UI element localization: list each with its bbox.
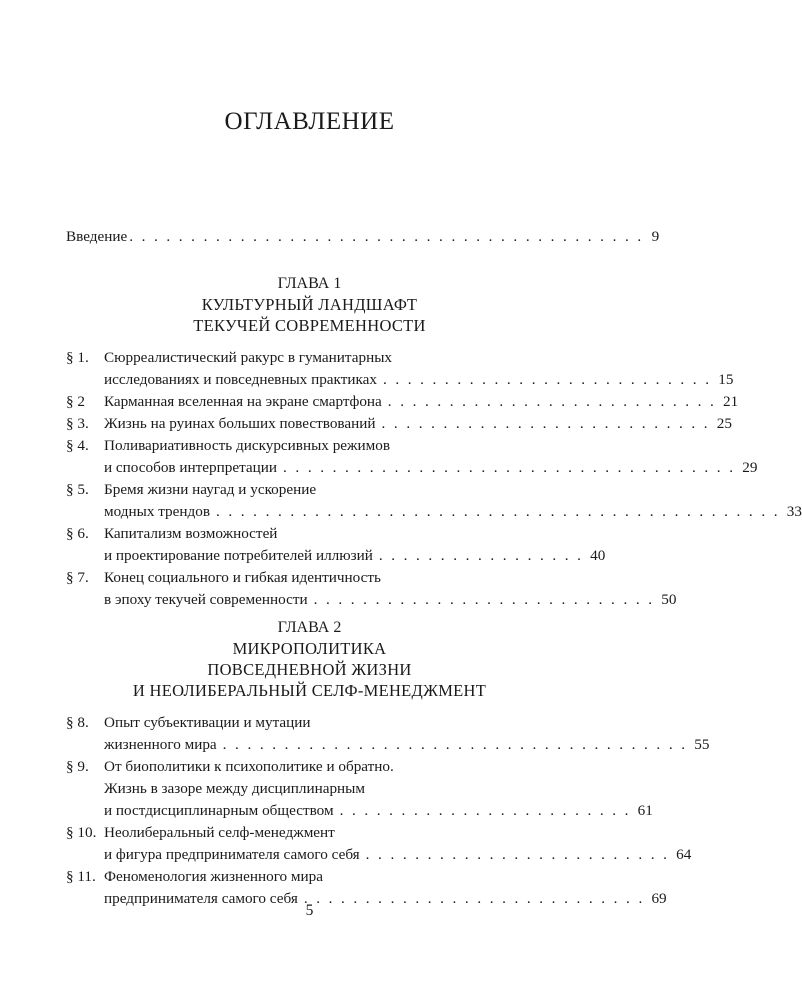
section-title-line: и постдисциплинарным обществом bbox=[104, 802, 334, 819]
section-title-line: в эпоху текучей современности bbox=[104, 591, 308, 608]
page-title: ОГЛАВЛЕНИЕ bbox=[224, 108, 395, 135]
section-number: § 7. bbox=[66, 569, 89, 586]
section-page: 40 bbox=[590, 547, 606, 564]
section-title-line: Капитализм возможностей bbox=[104, 525, 278, 542]
section-number: § 2 bbox=[66, 393, 85, 410]
chapter-heading bbox=[0, 274, 619, 336]
section-title-line: Феноменология жизненного мира bbox=[104, 868, 324, 885]
section-page: 33 bbox=[786, 503, 802, 520]
toc-leader-dots: . . . . . . . . . . . . . . . . . . . . . . . . . bbox=[365, 846, 670, 863]
section-number: § 5. bbox=[66, 481, 89, 498]
toc-leader-dots: . . . . . . . . . . . . . . . . . . . . . . . . . . . bbox=[382, 371, 712, 388]
toc-entry-text: Введение bbox=[66, 228, 128, 245]
section-page: 64 bbox=[676, 846, 692, 863]
section-title-line: Жизнь на руинах больших повествований bbox=[104, 415, 376, 432]
chapter-title-line: КУЛЬТУРНЫЙ ЛАНДШАФТ bbox=[201, 295, 418, 314]
toc-entry-intro bbox=[66, 226, 660, 248]
toc-leader-dots: . . . . . . . . . . . . . . . . . . . . . . . . . . . . bbox=[313, 591, 655, 608]
section-title-line: исследованиях и повседневных практиках bbox=[104, 371, 377, 388]
section-title-line: жизненного мира bbox=[104, 736, 217, 753]
toc-leader-dots: . . . . . . . . . . . . . . . . . . . . . . . . . . . . . . . . . . . . . bbox=[283, 459, 736, 476]
section-number: § 6. bbox=[66, 525, 89, 542]
section-page: 50 bbox=[661, 591, 677, 608]
section-number: § 11. bbox=[66, 868, 96, 885]
section-number: § 8. bbox=[66, 714, 89, 731]
section-title-line: Опыт субъективации и мутации bbox=[104, 714, 311, 731]
section-title-line: и фигура предпринимателя самого себя bbox=[104, 846, 360, 863]
section-page: 55 bbox=[694, 736, 710, 753]
section-page: 25 bbox=[716, 415, 732, 432]
section-page: 15 bbox=[718, 371, 734, 388]
section-title-line: Жизнь в зазоре между дисциплинарным bbox=[104, 780, 365, 797]
toc-leader-dots: . . . . . . . . . . . . . . . . . bbox=[378, 547, 584, 564]
section-page: 21 bbox=[723, 393, 739, 410]
section-title-line: и проектирование потребителей иллюзий bbox=[104, 547, 373, 564]
section-title-line: От биополитики к психополитике и обратно. bbox=[104, 758, 394, 775]
section-title-line: предпринимателя самого себя bbox=[104, 890, 298, 907]
section-title-line: Поливариативность дискурсивных режимов bbox=[104, 437, 391, 454]
section-title-line: Карманная вселенная на экране смартфона bbox=[104, 393, 382, 410]
section-page: 69 bbox=[651, 890, 667, 907]
section-number: § 3. bbox=[66, 415, 89, 432]
page-number: 5 bbox=[305, 902, 314, 919]
section-title-line: Бремя жизни наугад и ускорение bbox=[104, 481, 317, 498]
section-number: § 4. bbox=[66, 437, 89, 454]
section-title-line: модных трендов bbox=[104, 503, 210, 520]
chapter-label: ГЛАВА 1 bbox=[277, 275, 342, 292]
section-title-line: Конец социального и гибкая идентичность bbox=[104, 569, 381, 586]
toc-leader-dots: . . . . . . . . . . . . . . . . . . . . . . . . . . . . bbox=[303, 890, 645, 907]
section-number: § 10. bbox=[66, 824, 97, 841]
chapter-title-line: И НЕОЛИБЕРАЛЬНЫЙ СЕЛФ-МЕНЕДЖМЕНТ bbox=[132, 681, 487, 700]
section-page: 61 bbox=[637, 802, 653, 819]
section-title-line: и способов интерпретации bbox=[104, 459, 278, 476]
toc-leader-dots: . . . . . . . . . . . . . . . . . . . . . . . . . . . . . . . . . . . . . . . . . . . . . . bbox=[216, 503, 780, 520]
chapter-label: ГЛАВА 2 bbox=[277, 619, 342, 636]
section-number: § 9. bbox=[66, 758, 89, 775]
section-page: 29 bbox=[742, 459, 758, 476]
toc-leader-dots: . . . . . . . . . . . . . . . . . . . . . . . . . . . . . . . . . . . . . . bbox=[222, 736, 688, 753]
section-title-line: Неолиберальный селф-менеджмент bbox=[104, 824, 335, 841]
chapter-heading bbox=[0, 618, 619, 701]
toc-leader-dots: . . . . . . . . . . . . . . . . . . . . . . . . . . . bbox=[381, 415, 710, 432]
chapter-title-line: МИКРОПОЛИТИКА bbox=[232, 639, 387, 658]
toc-entry-page: 9 bbox=[651, 228, 660, 245]
toc-leader-dots: . . . . . . . . . . . . . . . . . . . . . . . . . . . bbox=[387, 393, 717, 410]
toc-leader-dots: . . . . . . . . . . . . . . . . . . . . . . . . . . . . . . . . . . . . . . . . . . bbox=[129, 228, 644, 245]
section-number: § 1. bbox=[66, 349, 89, 366]
chapter-title-line: ПОВСЕДНЕВНОЙ ЖИЗНИ bbox=[207, 660, 412, 679]
section-title-line: Сюрреалистический ракурс в гуманитарных bbox=[104, 349, 393, 366]
chapter-title-line: ТЕКУЧЕЙ СОВРЕМЕННОСТИ bbox=[193, 316, 426, 335]
toc-leader-dots: . . . . . . . . . . . . . . . . . . . . . . . . bbox=[339, 802, 631, 819]
